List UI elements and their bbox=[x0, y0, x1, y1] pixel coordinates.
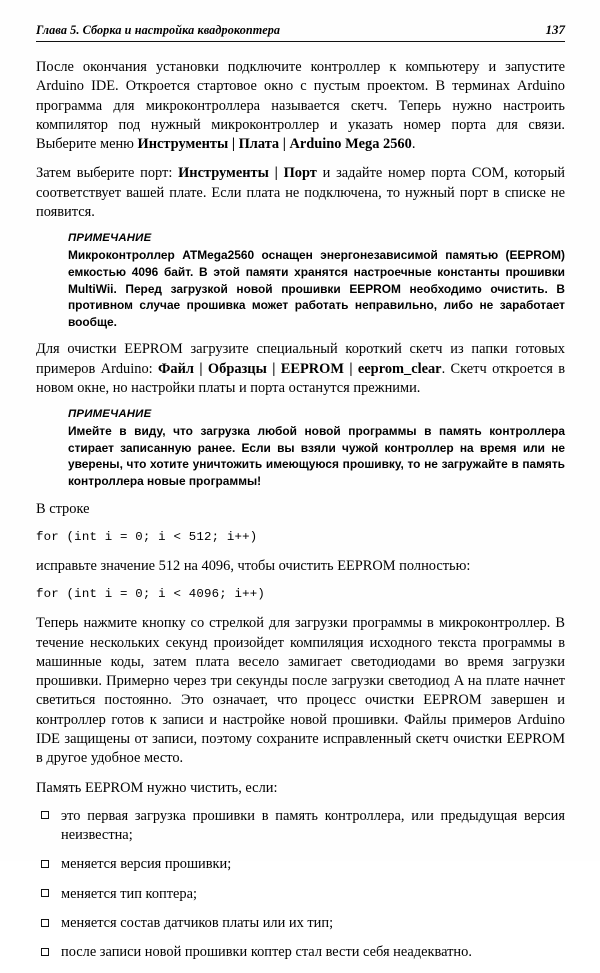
list-intro: Память EEPROM нужно чистить, если: bbox=[36, 779, 278, 796]
list-item bbox=[36, 914, 565, 933]
text-column bbox=[36, 58, 565, 973]
list-item-label: меняется тип коптера; bbox=[61, 885, 197, 902]
paragraph-1 bbox=[36, 58, 565, 154]
note-block-1 bbox=[36, 232, 565, 330]
menu-path-file-examples-eeprom: Файл | Образцы | EEPROM | eeprom_clear bbox=[158, 360, 442, 377]
paragraph-1-text-before: После окончания установки подключите контроллер к компьютеру и запустите Arduino IDE. Откроется стартовое окно с пустым проектом. В терминах Arduino программа для микроконтроллера называется скетч. Теперь нужно настроить компилятор под нужный микроконтроллер и указать номер порта для связи. Выберите меню bbox=[36, 59, 565, 153]
paragraph-1-text-after: . bbox=[411, 136, 416, 153]
note-1-title: ПРИМЕЧАНИЕ bbox=[68, 232, 152, 245]
list-item bbox=[36, 855, 565, 874]
square-bullet-icon bbox=[41, 889, 49, 897]
menu-path-tools-port: Инструменты | Порт bbox=[178, 165, 317, 182]
list-item bbox=[36, 807, 565, 846]
list-item bbox=[36, 943, 565, 962]
page-number: 137 bbox=[545, 22, 565, 37]
list-item-label: меняется состав датчиков платы или их тип; bbox=[61, 915, 334, 932]
paragraph-2-text-before: Затем выберите порт: bbox=[36, 165, 179, 182]
chapter-title: Глава 5. Сборка и настройка квадрокоптера bbox=[36, 23, 281, 37]
checklist bbox=[36, 807, 565, 963]
note-2-title: ПРИМЕЧАНИЕ bbox=[68, 408, 152, 421]
lead-in-1: В строке bbox=[36, 500, 90, 517]
list-item-label: после записи новой прошивки коптер стал вести себя неадекватно. bbox=[61, 944, 472, 961]
square-bullet-icon bbox=[41, 919, 49, 927]
paragraph-4: Теперь нажмите кнопку со стрелкой для загрузки программы в микроконтроллер. В течение нескольких секунд произойдет компиляция исходного текста программы в машинные коды, затем плата весело замигает светодиодами во время загрузки прошивки. Примерно через три секунды после загрузки светодиод A на плате начнет светиться постоянно. Это означает, что процесс очистки EEPROM завершен и контроллер готов к записи и настройке новой прошивки. Файлы примеров Arduino IDE защищены от записи, поэтому сохраните исправленный скетч очистки EEPROM в другое удобное место. bbox=[36, 615, 565, 767]
running-head bbox=[36, 22, 565, 42]
list-item-label: меняется версия прошивки; bbox=[61, 856, 232, 873]
code-line-2: for (int i = 0; i < 4096; i++) bbox=[36, 587, 266, 602]
square-bullet-icon bbox=[41, 948, 49, 956]
square-bullet-icon bbox=[41, 811, 49, 819]
list-item-label: это первая загрузка прошивки в память контроллера, или предыдущая версия неизвестна; bbox=[61, 807, 565, 844]
paragraph-2-text-after: и задайте номер порта COM, который соответствует вашей плате. Если плата не подключена, то нужный порт в списке не появится. bbox=[36, 165, 565, 221]
paragraph-2 bbox=[36, 164, 565, 222]
paragraph-3 bbox=[36, 340, 565, 398]
note-block-2 bbox=[36, 408, 565, 489]
menu-path-tools-board: Инструменты | Плата | Arduino Mega 2560 bbox=[137, 136, 412, 153]
paragraph-3-text-after: . Скетч откроется в новом окне, но настройки платы и порта останутся прежними. bbox=[36, 360, 566, 396]
list-item bbox=[36, 885, 565, 904]
paragraph-3-text-before: Для очистки EEPROM загрузите специальный короткий скетч из папки готовых примеров Arduino: bbox=[36, 341, 565, 377]
note-2-body: Имейте в виду, что загрузка любой новой программы в память контроллера стирает записанную ранее. Если вы взяли чужой контроллер на время или не уверены, что хотите уничтожить имеющуюся прошивку, то не загружайте в память контроллера новые программы! bbox=[68, 424, 565, 489]
lead-in-2: исправьте значение 512 на 4096, чтобы очистить EEPROM полностью: bbox=[36, 557, 471, 574]
square-bullet-icon bbox=[41, 860, 49, 868]
note-1-body: Микроконтроллер ATMega2560 оснащен энергонезависимой памятью (EEPROM) емкостью 4096 байт. В этой памяти хранятся настроечные константы прошивки MultiWii. Перед загрузкой новой прошивки EEPROM необходимо очистить. В противном случае прошивка может работать неправильно, либо не заработает вообще. bbox=[68, 248, 565, 329]
code-line-1: for (int i = 0; i < 512; i++) bbox=[36, 529, 258, 544]
